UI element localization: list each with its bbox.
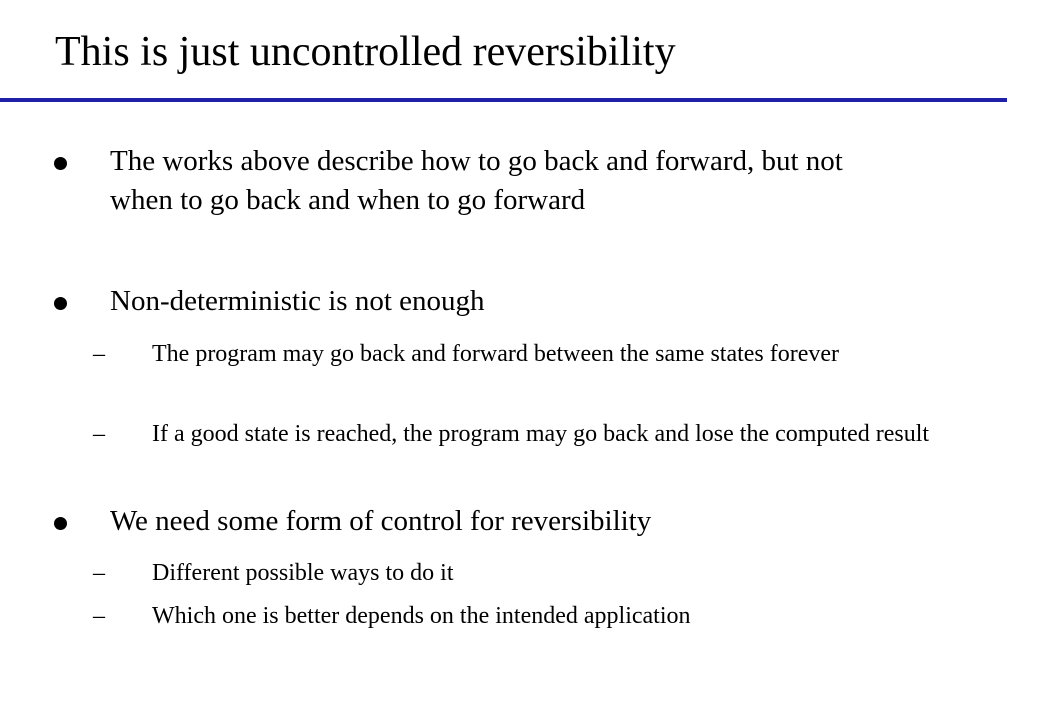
sub-item-dash: – xyxy=(93,603,105,629)
sub-item-dash: – xyxy=(93,560,105,586)
sub-item-dash: – xyxy=(93,341,105,367)
bullet-dot-icon xyxy=(54,297,67,310)
title-divider-rule xyxy=(0,98,1007,102)
bullet-text: The works above describe how to go back and forward, but not when to go back and when to go forward xyxy=(110,145,843,216)
sub-item-text: Which one is better depends on the intended application xyxy=(152,603,691,629)
bullet-dot-icon xyxy=(54,157,67,170)
bullet-dot-icon xyxy=(54,517,67,530)
bullet-text: We need some form of control for reversibility xyxy=(110,505,652,537)
sub-item-text: Different possible ways to do it xyxy=(152,560,454,586)
sub-item-text: The program may go back and forward between the same states forever xyxy=(152,341,840,367)
slide-title: This is just uncontrolled reversibility xyxy=(55,29,676,75)
bullet-text: Non-deterministic is not enough xyxy=(110,285,485,317)
sub-item-text: If a good state is reached, the program may go back and lose the computed result xyxy=(152,421,930,447)
sub-item-dash: – xyxy=(93,421,105,447)
